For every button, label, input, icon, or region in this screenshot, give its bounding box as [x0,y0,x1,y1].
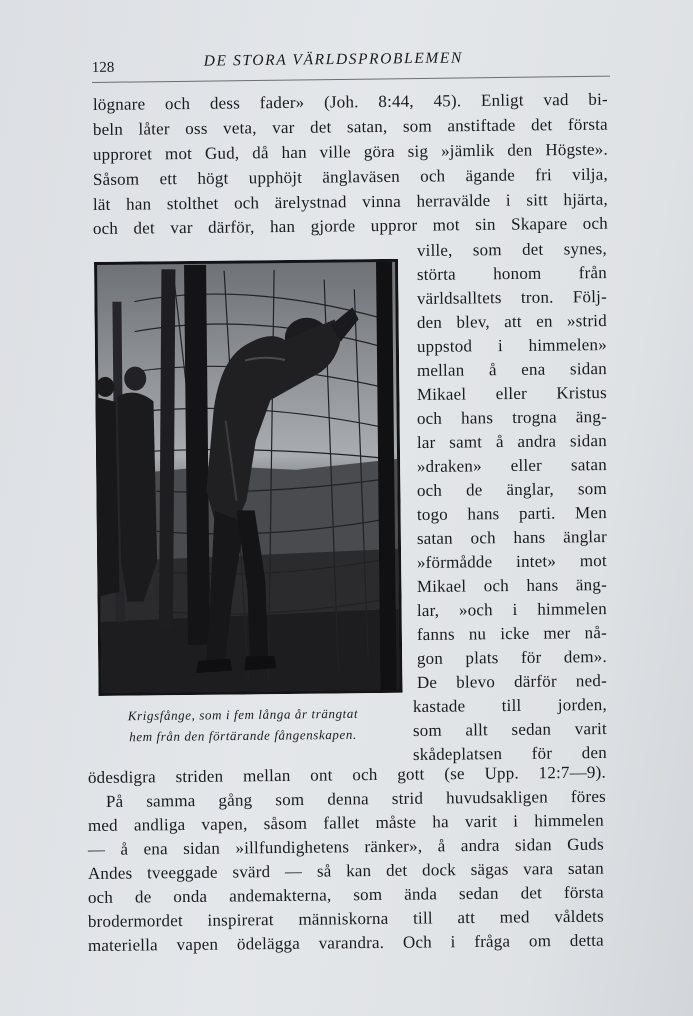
column-line: skådeplatsen för den [412,742,607,765]
body-line: beln låter oss veta, var det satan, som anstiftade det första [92,114,608,140]
body-line: och det var därför, han gjorde uppror mot sin Skapare och [92,213,608,239]
body-line: Andes tveeggade svärd — så kan det dock sägas vara satan [87,858,604,884]
body-line: och de onda andemakterna, som ända sedan det första [87,882,604,908]
prisoner-at-fence-image [94,259,403,696]
column-line: Mikael eller Kristus [416,383,607,405]
column-line: lar samt å andra sidan [416,431,607,453]
column-line: Mikael och hans äng- [416,575,607,597]
column-line: »draken» eller satan [416,455,607,477]
figure-caption-line: hem från den förtärande fångenskapen. [129,726,357,745]
column-line: »förmådde intet» mot [416,551,607,573]
body-line: lät han stolthet och ärelystnad vinna herravälde i sitt hjärta, [92,189,608,215]
body-line: lögnare och dess fader» (Joh. 8:44, 45). Enligt vad bi- [92,89,608,115]
column-line: uppstod i himmelen» [416,335,607,357]
column-line: togo hans parti. Men [416,503,607,525]
prisoner-illustration [94,259,403,696]
column-line: satan och hans änglar [416,527,607,549]
column-line: den blev, att en »strid [416,311,607,333]
column-line: och hans trogna äng- [416,407,607,429]
column-line: gon plats för dem». [416,647,607,669]
column-line: världsalltets tron. Följ- [416,287,607,309]
figure-caption-line: Krigsfånge, som i fem långa år trängtat [127,705,359,724]
column-line: störta honom från [416,263,607,285]
page-number: 128 [91,59,115,77]
column-line: och de änglar, som [416,479,607,501]
column-line: De blevo därför ned- [416,671,607,693]
column-line: som allt sedan varit [412,718,607,741]
column-line: kastade till jorden, [412,694,607,717]
column-line: mellan å ena sidan [416,359,607,381]
body-line: med andliga vapen, såsom fallet måste ha varit i himmelen [87,810,604,836]
body-line: materiella vapen ödelägga varandra. Och i fråga om detta [87,930,604,956]
body-line: Såsom ett högt upphöjt änglaväsen och ägande fri vilja, [92,164,608,190]
running-head: DE STORA VÄRLDSPROBLEMEN [203,49,463,70]
column-line: ville, som det synes, [416,239,607,261]
body-line: brodermordet inspirerat människorna till att med våldets [87,906,604,932]
column-line: fanns nu icke mer nå- [416,623,607,645]
body-line: — å ena sidan »illfundighetens ränker», å andra sidan Guds [87,834,604,860]
body-line: På samma gång som denna strid huvudsakligen föres [105,786,606,812]
body-line: upproret mot Gud, då han ville göra sig »jämlik den Högste». [92,139,608,165]
body-line: ödesdigra striden mellan ont och gott (se Upp. 12:7—9). [87,762,606,788]
column-line: lar, »och i himmelen [416,599,607,621]
page-header [92,46,610,83]
